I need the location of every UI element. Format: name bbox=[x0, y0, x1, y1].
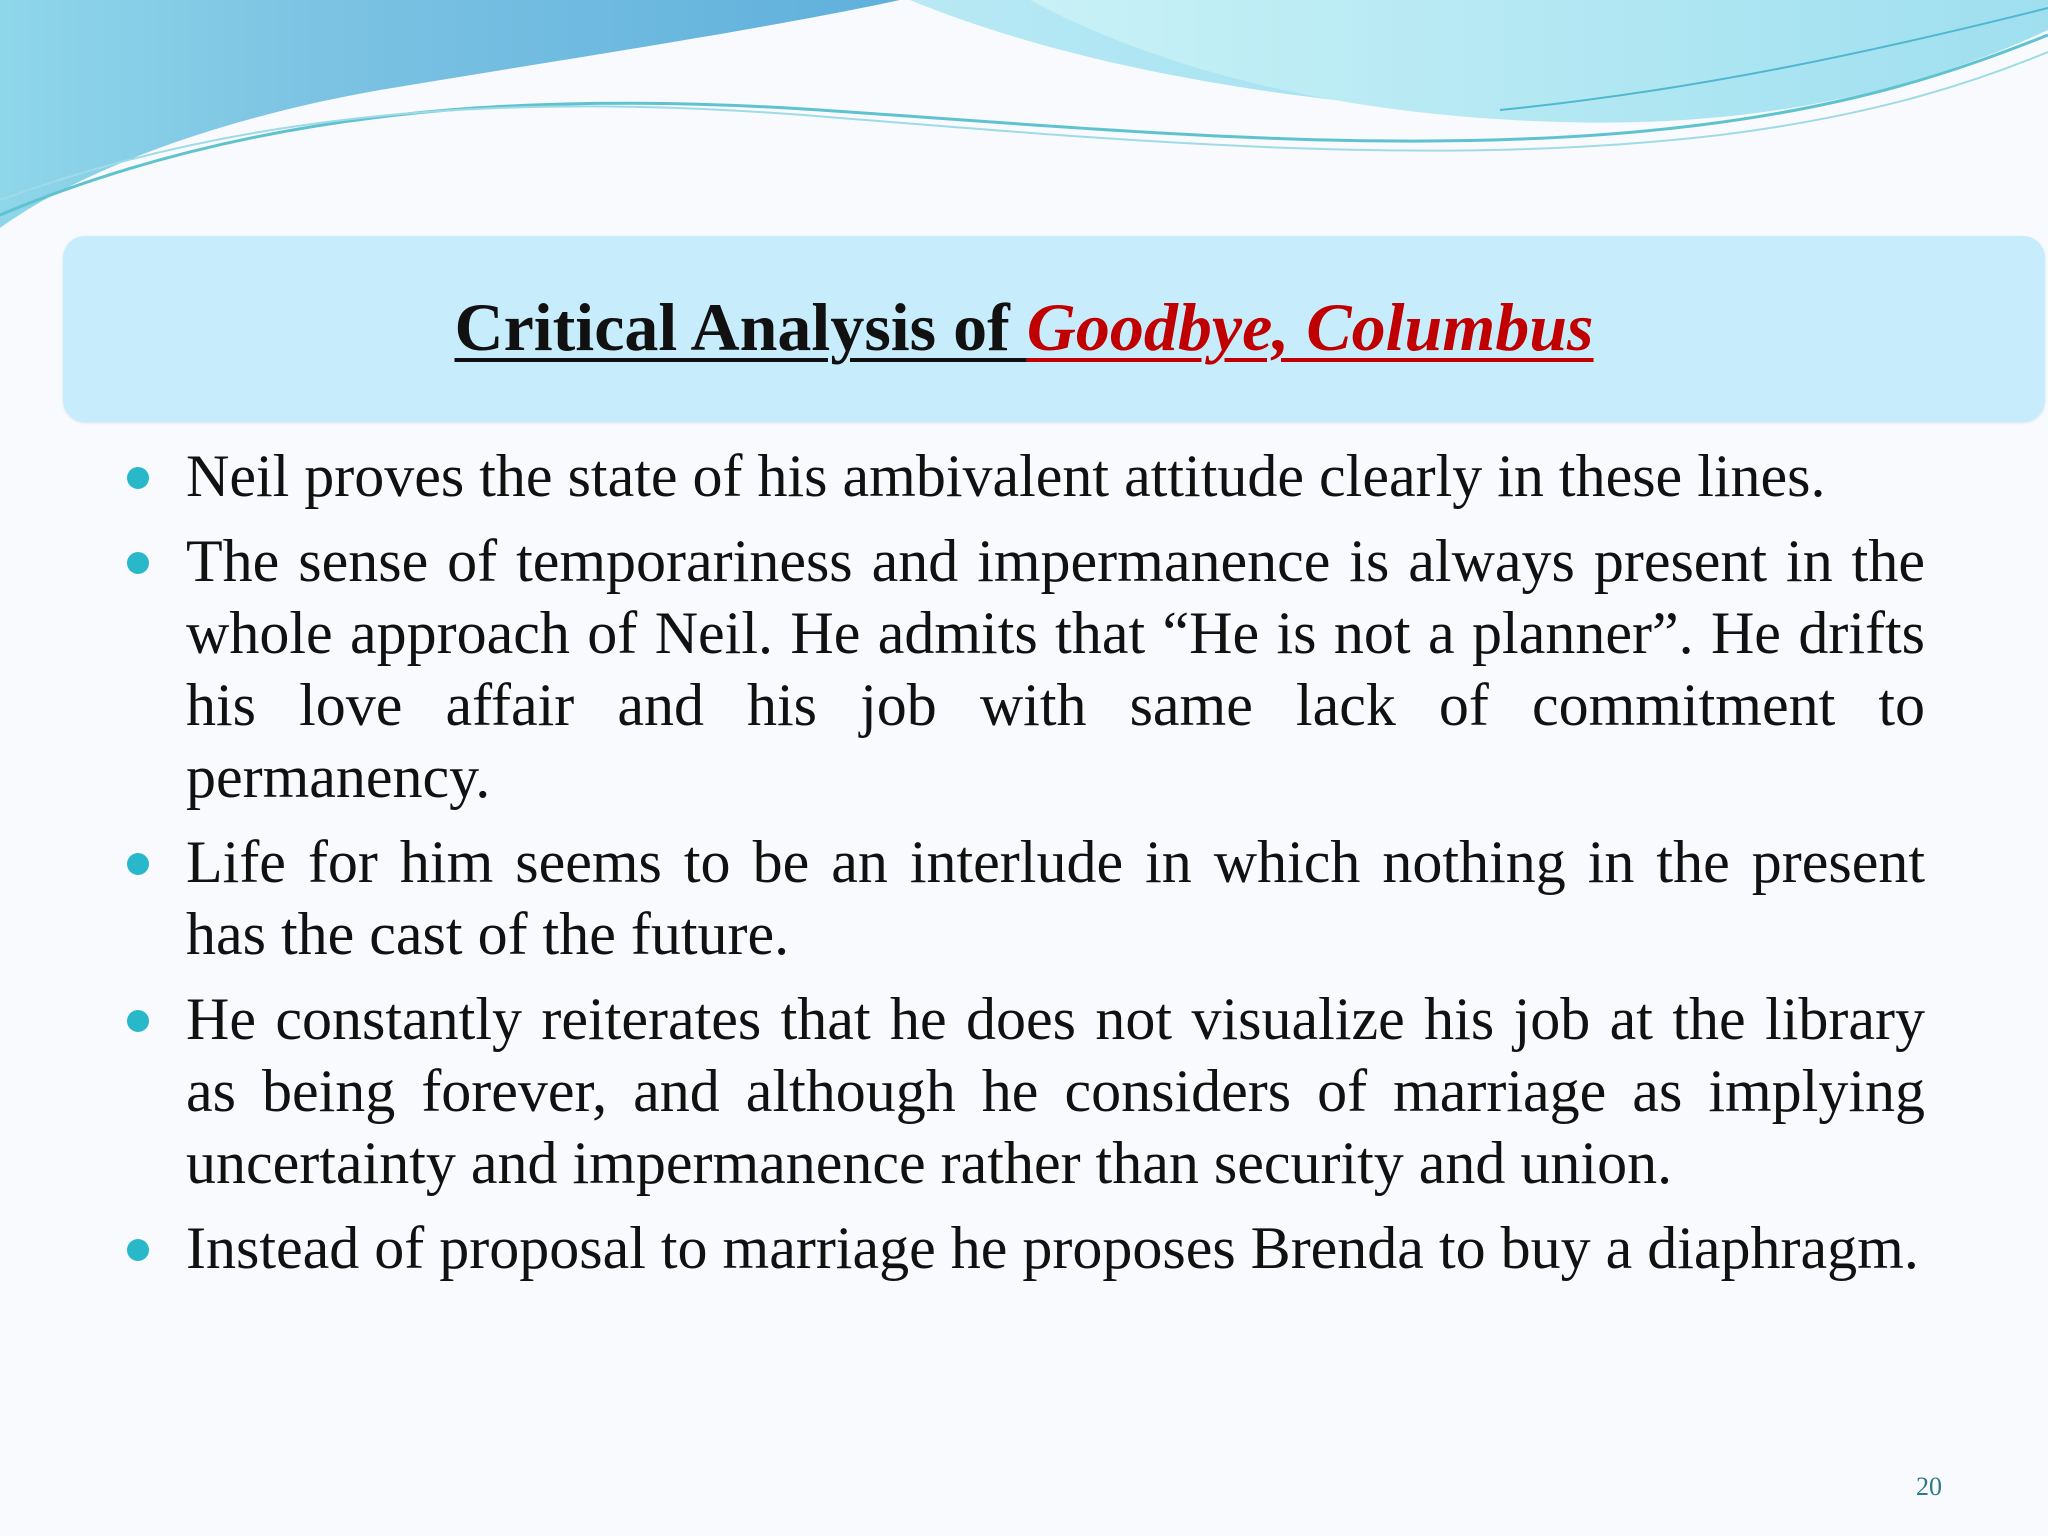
bullet-item bbox=[120, 983, 1925, 1199]
bullet-dot-icon bbox=[127, 853, 149, 875]
bullet-item bbox=[120, 525, 1925, 813]
title-main: Critical Analysis of bbox=[454, 289, 1027, 365]
header-wave-decoration bbox=[0, 0, 2048, 240]
page-number: 20 bbox=[1916, 1472, 1942, 1501]
bullet-dot-icon bbox=[127, 1010, 149, 1032]
bullet-list bbox=[120, 440, 1925, 1297]
bullet-item bbox=[120, 440, 1925, 512]
bullet-dot-icon bbox=[127, 1239, 149, 1261]
bullet-dot-icon bbox=[127, 552, 149, 574]
title-work: Goodbye, Columbus bbox=[1026, 289, 1594, 365]
bullet-item bbox=[120, 826, 1925, 970]
bullet-text: Instead of proposal to marriage he proposes Brenda to buy a diaphragm. bbox=[186, 1215, 1919, 1281]
bullet-text: The sense of temporariness and impermanence is always present in the whole approach of Neil. He admits that “He is not a planner”. He drifts his love affair and his job with same lack of commitment to permanency. bbox=[186, 528, 1925, 810]
bullet-item bbox=[120, 1212, 1925, 1284]
bullet-text: Life for him seems to be an interlude in which nothing in the present has the cast of the future. bbox=[186, 829, 1925, 967]
bullet-text: He constantly reiterates that he does not visualize his job at the library as being forever, and although he considers of marriage as implying uncertainty and impermanence rather than security and union. bbox=[186, 986, 1925, 1196]
bullet-text: Neil proves the state of his ambivalent attitude clearly in these lines. bbox=[186, 443, 1826, 509]
bullet-dot-icon bbox=[127, 467, 149, 489]
slide-title bbox=[0, 290, 2048, 364]
